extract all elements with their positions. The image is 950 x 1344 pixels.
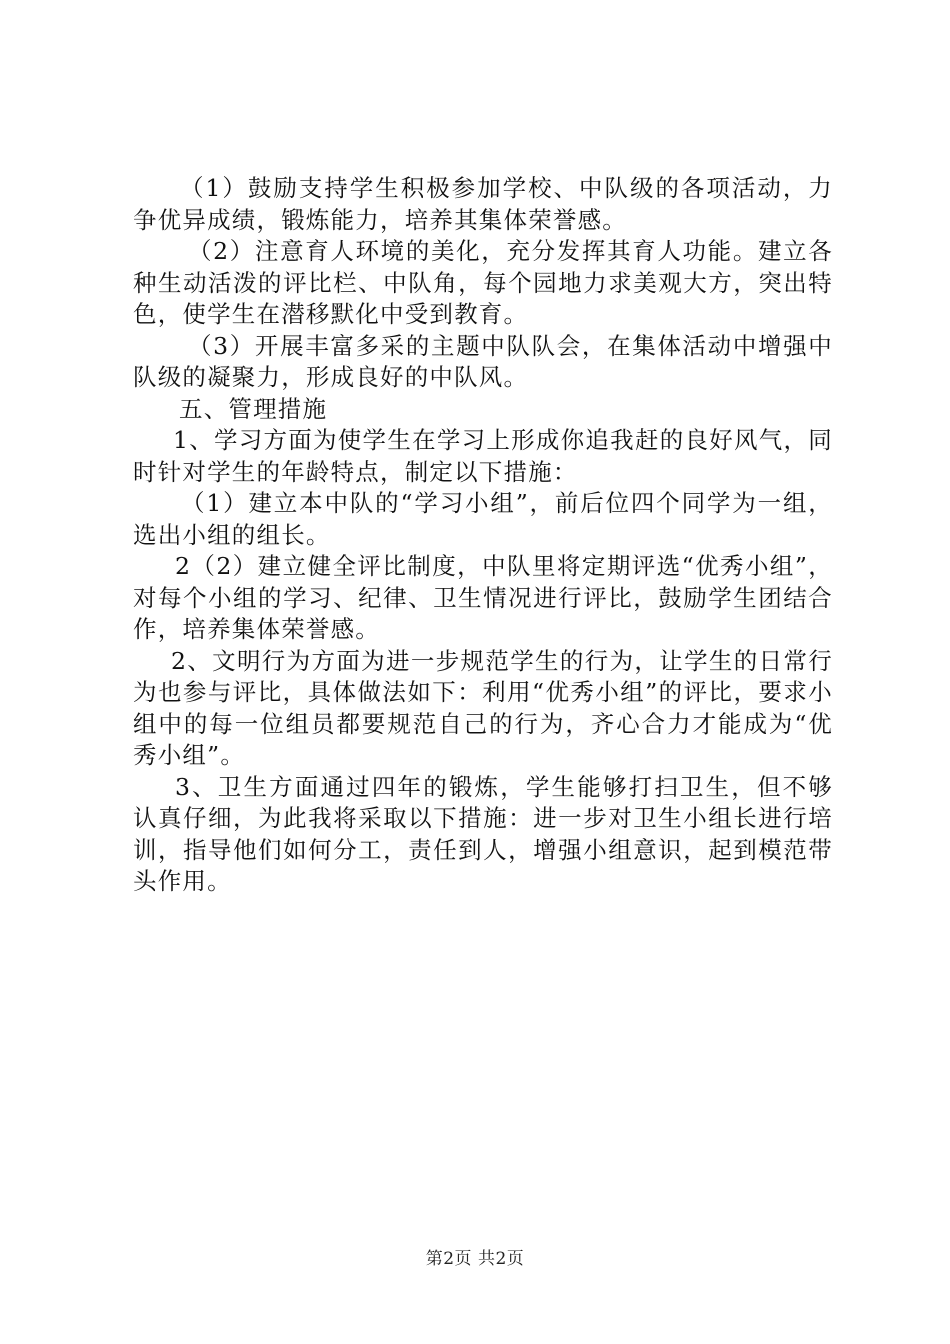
paragraph-civil-behavior: 2、文明行为方面为进一步规范学生的行为，让学生的日常行为也参与评比，具体做法如下：利用“优秀小组”的评比，要求小组中的每一位组员都要规范自己的行为，齐心合力才能成为“优秀小组”。: [133, 646, 833, 769]
section-heading-management: 五、管理措施: [179, 394, 328, 423]
paragraph-hygiene: 3、卫生方面通过四年的锻炼，学生能够打扫卫生，但不够认真仔细，为此我将采取以下措施：进一步对卫生小组长进行培训，指导他们如何分工，责任到人，增强小组意识，起到模范带头作用。: [133, 772, 833, 895]
paragraph-theme-meetings: （3）开展丰富多采的主题中队队会，在集体活动中增强中队级的凝聚力，形成良好的中队风。: [133, 331, 833, 391]
paragraph-environment-beautification: （2）注意育人环境的美化，充分发挥其育人功能。建立各种生动活泼的评比栏、中队角，每个园地力求美观大方，突出特色，使学生在潜移默化中受到教育。: [133, 237, 833, 328]
paragraph-activity-encouragement: （1）鼓励支持学生积极参加学校、中队级的各项活动，力争优异成绩，锻炼能力，培养其集体荣誉感。: [133, 174, 833, 234]
paragraph-study-measures: 1、学习方面为使学生在学习上形成你追我赶的良好风气，同时针对学生的年龄特点，制定以下措施：: [133, 426, 833, 486]
paragraph-study-groups: （1）建立本中队的“学习小组”，前后位四个同学为一组，选出小组的组长。: [133, 489, 833, 549]
document-body: [133, 173, 833, 898]
page-number-footer: 第2页 共2页: [425, 1249, 525, 1269]
paragraph-evaluation-system: 2（2）建立健全评比制度，中队里将定期评选“优秀小组”，对每个小组的学习、纪律、卫生情况进行评比，鼓励学生团结合作，培养集体荣誉感。: [133, 552, 833, 643]
